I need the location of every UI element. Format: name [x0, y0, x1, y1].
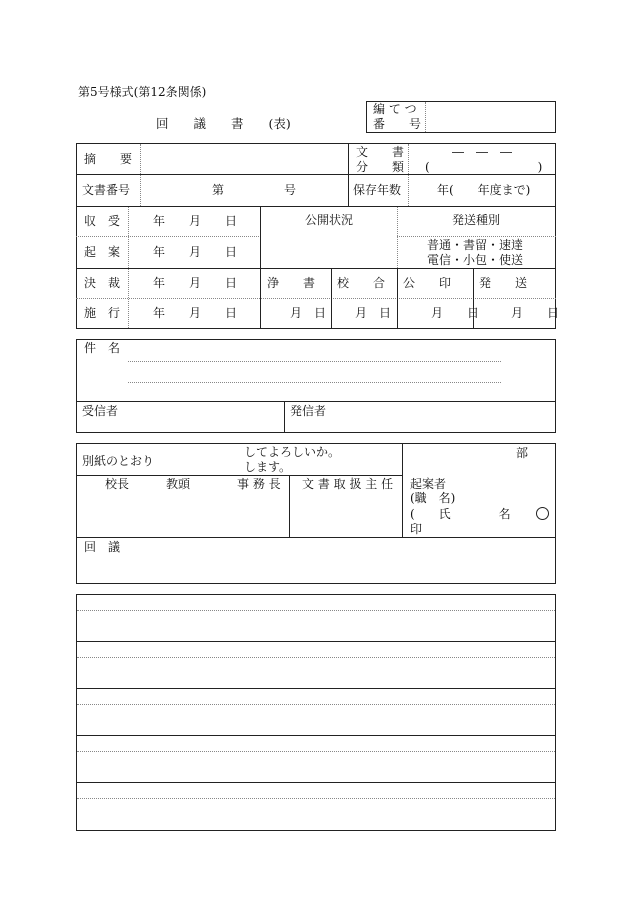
kenmei-label: 件 名 — [84, 341, 121, 355]
bunsho-bunrui-label-2: 分 類 — [356, 160, 405, 174]
hassou-options-2[interactable]: 電信・小包・使送 — [427, 253, 524, 267]
jimuchou-label: 事 務 長 — [237, 477, 281, 491]
hasshinsha-label: 発信者 — [290, 404, 327, 418]
kiansha-label: 起案者 — [410, 477, 447, 491]
hassou-options-1[interactable]: 普通・書留・速達 — [427, 238, 524, 252]
shimei-label: ( 氏 名 — [410, 507, 511, 521]
kouchou-label: 校長 — [105, 477, 130, 491]
seal-circle-icon — [536, 507, 549, 520]
kougou-date[interactable]: 月 日 — [355, 306, 392, 320]
hentetsu-label-1: 編 て つ — [373, 102, 417, 116]
tekiyou-value[interactable] — [144, 147, 344, 171]
kaigi-label: 回 議 — [84, 540, 121, 554]
hozon-nensuu-label: 保存年数 — [353, 183, 402, 197]
classification-paren[interactable]: ( ) — [425, 160, 543, 174]
betsushi-label: 別紙のとおり — [82, 454, 155, 468]
kouin-label: 公 印 — [403, 276, 452, 290]
koukai-joukyou-label: 公開状況 — [305, 213, 354, 227]
kyoutou-label: 教頭 — [166, 477, 191, 491]
hassou-shubetsu-label: 発送種別 — [452, 213, 501, 227]
shuju-label: 収 受 — [84, 214, 121, 228]
shokumei-label: (職 名) — [410, 491, 456, 505]
joushoh-date[interactable]: 月 日 — [290, 306, 327, 320]
hassou-label: 発 送 — [479, 276, 528, 290]
bunsho-bunrui-label-1: 文 書 — [356, 145, 405, 159]
option-shimasu[interactable]: します。 — [244, 460, 292, 474]
hentetsu-value[interactable] — [428, 104, 552, 130]
tekiyou-label: 摘 要 — [84, 152, 133, 166]
kessai-label: 決 裁 — [84, 276, 121, 290]
kian-label: 起 案 — [84, 245, 121, 259]
document-title: 回 議 書 (表) — [156, 116, 291, 131]
option-yoroshii[interactable]: してよろしいか。 — [244, 445, 341, 459]
bunsho-toriatsukai-label: 文 書 取 扱 主 任 — [302, 477, 394, 491]
kougou-label: 校 合 — [337, 276, 386, 290]
jushinsha-label: 受信者 — [82, 404, 119, 418]
in-label: 印 — [410, 522, 423, 536]
shuju-date[interactable]: 年 月 日 — [153, 214, 238, 228]
form-number: 第5号様式(第12条関係) — [78, 85, 207, 99]
hentetsu-label-2: 番 号 — [373, 117, 422, 131]
shikou-date[interactable]: 年 月 日 — [153, 306, 238, 320]
bunsho-bangou-label: 文書番号 — [82, 183, 131, 197]
notes-area[interactable] — [76, 594, 556, 831]
kenmei-value[interactable] — [130, 345, 500, 395]
kian-date[interactable]: 年 月 日 — [153, 245, 238, 259]
hozon-nensuu-value[interactable]: 年( 年度まで) — [437, 183, 531, 197]
classification-dashes: ― ― ― — [452, 145, 513, 159]
bunsho-bangou-value[interactable]: 第 号 — [212, 183, 297, 197]
shikou-label: 施 行 — [84, 306, 121, 320]
joushoh-label: 浄 書 — [267, 276, 316, 290]
kaigi-value[interactable] — [80, 556, 550, 580]
kouin-date[interactable]: 月 日 — [431, 306, 480, 320]
bu-label: 部 — [516, 446, 529, 460]
kessai-date[interactable]: 年 月 日 — [153, 276, 238, 290]
hassou-date[interactable]: 月 日 — [511, 306, 560, 320]
